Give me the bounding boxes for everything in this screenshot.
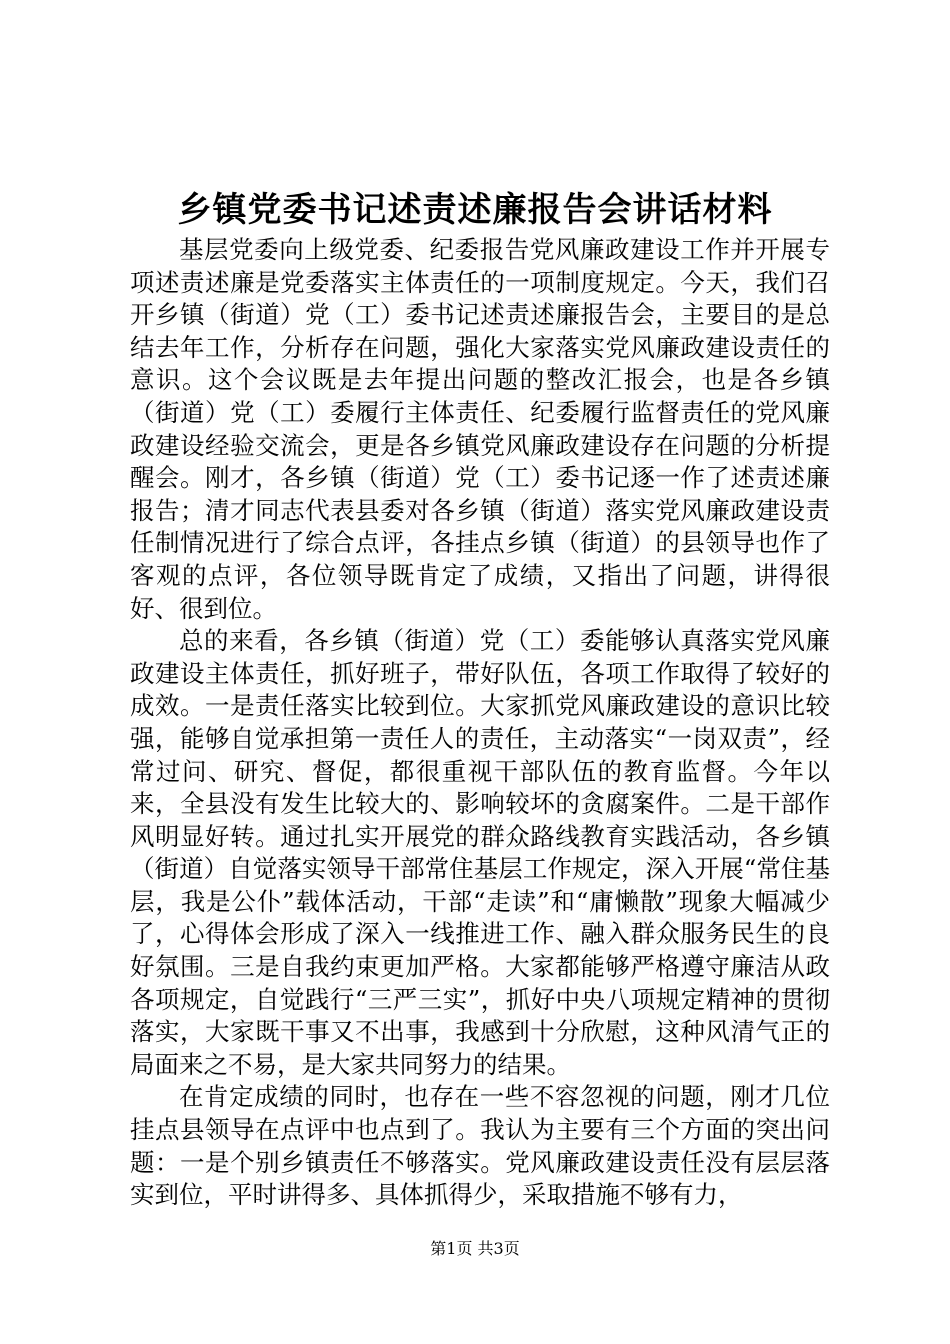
document-body [130, 234, 830, 1212]
paragraph-1: 基层党委向上级党委、纪委报告党风廉政建设工作并开展专项述责述廉是党委落实主体责任的一项制度规定。今天，我们召开乡镇（街道）党（工）委书记述责述廉报告会，主要目的是总结去年工作，分析存在问题，强化大家落实党风廉政建设责任的意识。这个会议既是去年提出问题的整改汇报会，也是各乡镇（街道）党（工）委履行主体责任、纪委履行监督责任的党风廉政建设经验交流会，更是各乡镇党风廉政建设存在问题的分析提醒会。刚才，各乡镇（街道）党（工）委书记逐一作了述责述廉报告；清才同志代表县委对各乡镇（街道）落实党风廉政建设责任制情况进行了综合点评，各挂点乡镇（街道）的县领导也作了客观的点评，各位领导既肯定了成绩，又指出了问题，讲得很好、很到位。 [130, 235, 830, 623]
paragraph-3: 在肯定成绩的同时，也存在一些不容忽视的问题，刚才几位挂点县领导在点评中也点到了。我认为主要有三个方面的突出问题：一是个别乡镇责任不够落实。党风廉政建设责任没有层层落实到位，平时讲得多、具体抓得少，采取措施不够有力， [130, 1082, 830, 1210]
page-number-footer: 第1页 共3页 [430, 1239, 520, 1258]
paragraph-2: 总的来看，各乡镇（街道）党（工）委能够认真落实党风廉政建设主体责任，抓好班子，带好队伍，各项工作取得了较好的成效。一是责任落实比较到位。大家抓党风廉政建设的意识比较强，能够自觉承担第一责任人的责任，主动落实“一岗双责”，经常过问、研究、督促，都很重视干部队伍的教育监督。今年以来，全县没有发生比较大的、影响较坏的贪腐案件。二是干部作风明显好转。通过扎实开展党的群众路线教育实践活动，各乡镇（街道）自觉落实领导干部常住基层工作规定，深入开展“常住基层，我是公仆”载体活动，干部“走读”和“庸懒散”现象大幅减少了，心得体会形成了深入一线推进工作、融入群众服务民生的良好氛围。三是自我约束更加严格。大家都能够严格遵守廉洁从政各项规定，自觉践行“三严三实”，抓好中央八项规定精神的贯彻落实，大家既干事又不出事，我感到十分欣慰，这种风清气正的局面来之不易，是大家共同努力的结果。 [130, 626, 830, 1079]
document-title: 乡镇党委书记述责述廉报告会讲话材料 [177, 190, 773, 230]
